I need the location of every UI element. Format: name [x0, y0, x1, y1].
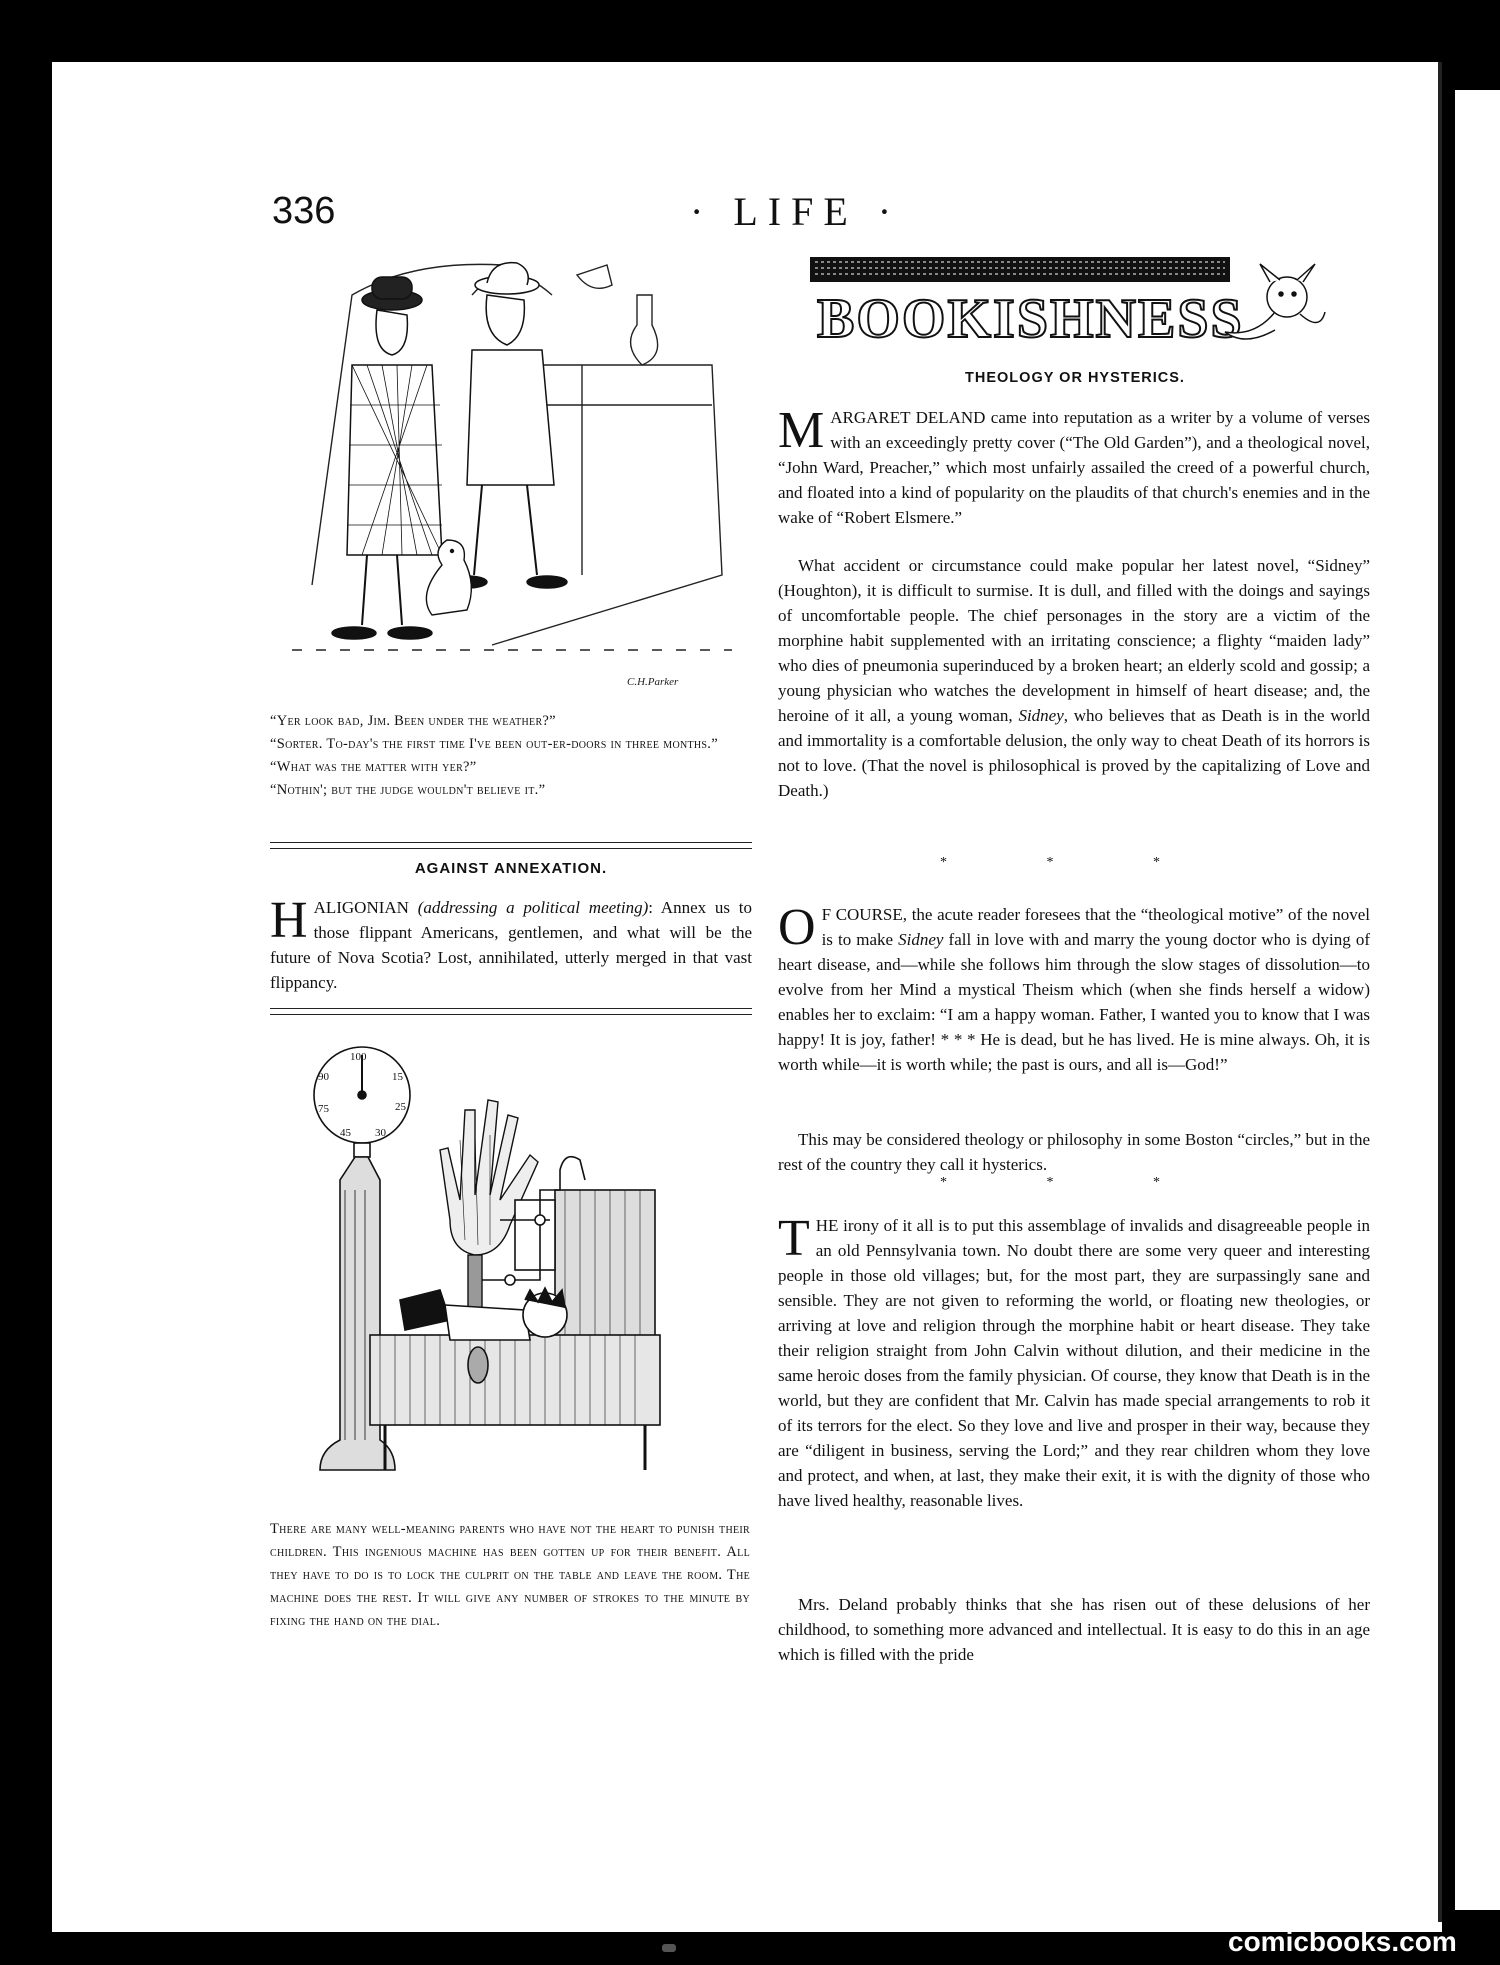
- stage-direction: (addressing a political meeting): [417, 898, 649, 917]
- masthead-life: · LIFE ·: [690, 189, 902, 234]
- paragraph-text: came into reputation as a writer by a volume of verses with an exceedingly pretty cover (“The Old Garden”), and a theological novel, “John Ward, Preacher,” which most unfairly assailed the creed of a powerful church, and floated into a kind of popularity on the plaudits of that church's enemies and in the wake of “Robert Elsmere.”: [778, 408, 1370, 527]
- caption-line: “Sorter. To-day's the first time I've been out-er-doors in three months.”: [270, 736, 718, 752]
- annexation-heading: AGAINST ANNEXATION.: [414, 860, 608, 877]
- paragraph-text: irony of it all is to put this assemblage of invalids and disagreeable people in an old Pennsylvania town. No doubt there are some very queer and interesting people in those old villages; but, for the most part, they are surpassingly sane and sensible. They are not given to reforming the world, or floating new theologies, or arriving at love and religion through the morphine habit or heart disease. They take their religion straight from John Calvin without dilution, and their medicine in the same heroic doses from the family physician. Of course, they know that Death is in the world, but they are confident that Mr. Calvin has made special arrangements to rob it of its terrors for the elect. So they love and live and prosper in their way, because they are “diligent in business, serving the Lord;” and they rear children whom they love and protect, and when, at last, they make their exit, it is with the dignity of those who have lived healthy, reasonable lives.: [778, 1216, 1370, 1510]
- italic-title: Sidney: [1018, 706, 1064, 725]
- dial-number: 45: [340, 1127, 351, 1139]
- paragraph-text: , who believes that as Death is in the world and immortality is a comfortable delusion, the only way to cheat Death of its horrors is not to love. (That the novel is philosophical is proved by the capitalizing of Love and Death.): [778, 706, 1370, 800]
- annexation-text: [270, 892, 752, 995]
- article-paragraph-6: Mrs. Deland probably thinks that she has risen out of these delusions of her childhood, to something more advanced and intellectual. It is easy to do this in an age which is filled with the pride: [778, 1595, 1370, 1664]
- lead-words: HE: [815, 1216, 839, 1235]
- article-paragraph-1: [778, 402, 1370, 530]
- article-paragraph-4: This may be considered theology or philosophy in some Boston “circles,” but in the rest of the country they call it hysterics.: [778, 1130, 1370, 1174]
- bookishness-banner: [805, 252, 1345, 352]
- article-heading: THEOLOGY OR HYSTERICS.: [965, 370, 1185, 386]
- next-page-edge: [1455, 90, 1500, 1910]
- cartoon2-caption: There are many well-meaning parents who have not the heart to punish their children. This ingenious machine has been gotten up for their benefit. All they have to do is to lock the culprit on the table and leave the room. The machine does the rest. It will give any number of strokes to the minute by fixing the hand on the dial.: [270, 1521, 750, 1629]
- lead-words: F COURSE: [821, 905, 903, 924]
- dropcap: T: [778, 1210, 810, 1267]
- cartoon-two-men: [292, 255, 737, 695]
- dial-number: 90: [318, 1071, 329, 1083]
- spanking-machine-drawing: [300, 1040, 740, 1490]
- annexation-lead: ALIGONIAN: [313, 898, 409, 917]
- dial-number: 25: [395, 1101, 406, 1113]
- section-rule: [270, 842, 752, 849]
- italic-title: Sidney: [898, 930, 944, 949]
- caption-line: “What was the matter with yer?”: [270, 759, 477, 775]
- cartoon-two-men-drawing: [292, 255, 737, 695]
- lead-words: ARGARET DELAND: [830, 408, 986, 427]
- page-fold: [1438, 62, 1442, 1922]
- bookishness-banner-text: BOOKISHNESS: [817, 288, 1244, 350]
- article-paragraph-5: [778, 1210, 1370, 1513]
- section-break-stars: * * *: [940, 1175, 1208, 1190]
- dropcap: O: [778, 899, 816, 956]
- cartoon1-signature: C.H.Parker: [627, 676, 679, 688]
- page-number: 336: [272, 190, 336, 232]
- dropcap: H: [270, 892, 308, 949]
- cartoon1-caption: [270, 710, 750, 802]
- section-break-stars: * * *: [940, 855, 1208, 870]
- caption-line: “Yer look bad, Jim. Been under the weather?”: [270, 713, 556, 729]
- section-rule: [270, 1008, 752, 1015]
- article-paragraph-2: [778, 553, 1370, 803]
- paragraph-text: What accident or circumstance could make popular her latest novel, “Sidney” (Houghton), it is difficult to surmise. It is dull, and filled with the doings and sayings of uncomfortable people. The chief personages in the story are a victim of the morphine habit supplemented with an irritating conscience; a flighty “maiden lady” who dies of pneumonia superinduced by a broken heart; an elderly scold and gossip; a young physician who watches the development in himself of heart disease; and, the heroine of it all, a young woman,: [778, 556, 1370, 725]
- paragraph-text: fall in love with and marry the young doctor who is dying of heart disease, and—while she follows him through the slow stages of dissolution—to evolve from her Mind a mystical Theism which (when she finds herself a widow) enables her to exclaim: “I am a happy woman. Father, I wanted you to know that I was happy! It is joy, father! * * * He is dead, but he has lived. He is mine always. Oh, it is worth while—it is worth while; the past is ours, and all is—God!”: [778, 930, 1370, 1074]
- scan-artifact: [662, 1944, 676, 1952]
- bookishness-banner-art: [805, 252, 1345, 352]
- caption-line: “Nothin'; but the judge wouldn't believe it.”: [270, 782, 546, 798]
- dial-number: 75: [318, 1103, 329, 1115]
- dial-number: 100: [350, 1051, 367, 1063]
- dropcap: M: [778, 402, 825, 459]
- paragraph-text: , the acute reader foresees that the “theological motive” of the novel is to make: [821, 905, 1370, 949]
- annexation-body: : Annex us to those flippant Americans, gentlemen, and what will be the future of Nova Scotia? Lost, annihilated, utterly merged in that vast flippancy.: [270, 898, 752, 992]
- dial-number: 30: [375, 1127, 386, 1139]
- article-paragraph-3: [778, 899, 1370, 1077]
- cartoon-spanking-machine: [300, 1040, 740, 1490]
- dial-number: 15: [392, 1071, 403, 1083]
- watermark: comicbooks.com: [1228, 1926, 1457, 1957]
